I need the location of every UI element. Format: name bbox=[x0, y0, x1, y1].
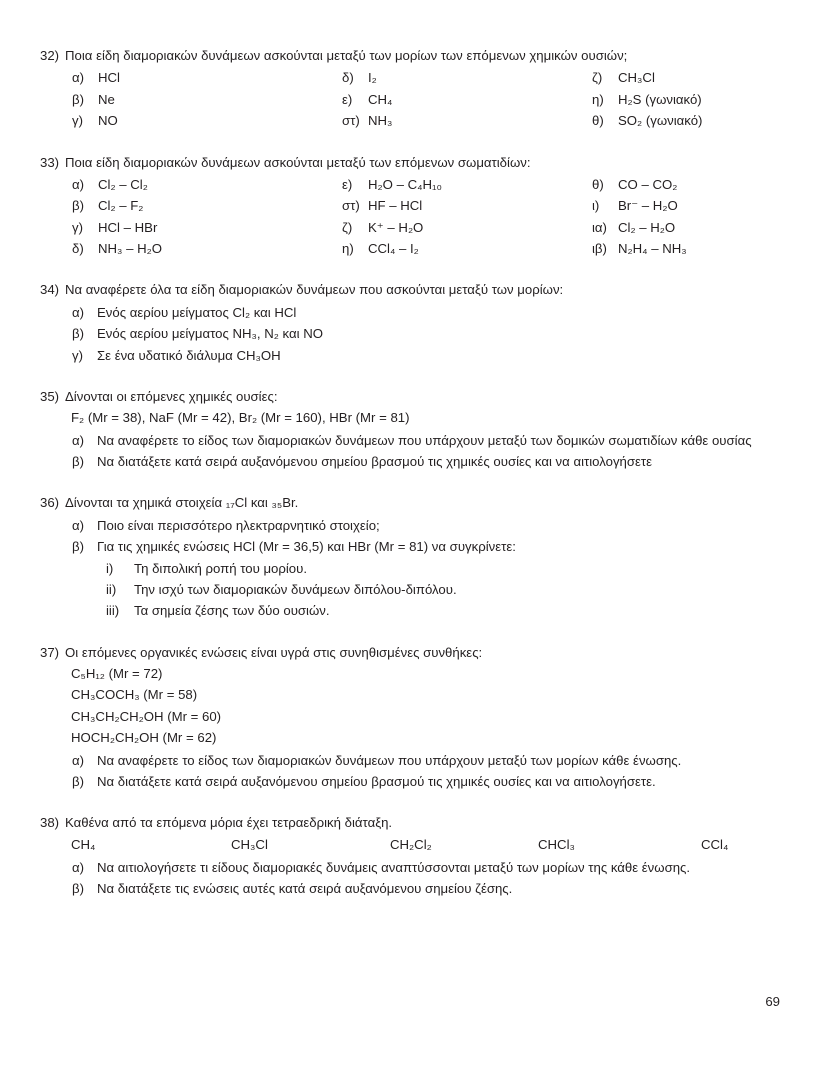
question-stem-37 bbox=[40, 642, 788, 663]
option-value: HCl bbox=[98, 70, 120, 86]
option-label: δ) bbox=[342, 70, 354, 86]
question-block-34 bbox=[40, 279, 788, 366]
list-item bbox=[40, 302, 788, 323]
option-value: NH₃ – H₂O bbox=[98, 241, 162, 256]
option-label: ε) bbox=[342, 91, 353, 107]
option-label: ζ) bbox=[342, 219, 353, 235]
item-label: α) bbox=[72, 304, 85, 320]
option-label: ε) bbox=[342, 176, 353, 192]
item-label: ii) bbox=[106, 581, 117, 597]
option-value: HF – HCl bbox=[368, 198, 423, 214]
question-stem-36 bbox=[40, 492, 788, 513]
roman-list-item bbox=[40, 579, 788, 600]
item-text: Να αναφέρετε το είδος των διαμοριακών δυνάμεων που υπάρχουν μεταξύ των δομικών σωματιδίων κάθε ουσίας bbox=[97, 432, 752, 448]
sub-list-35 bbox=[40, 430, 788, 473]
item-text: Να διατάξετε τις ενώσεις αυτές κατά σειρά αυξανόμενου σημείου ζέσης. bbox=[97, 881, 513, 896]
list-item bbox=[40, 878, 788, 899]
option-cell bbox=[40, 217, 310, 238]
option-cell bbox=[310, 174, 560, 195]
option-label: α) bbox=[72, 70, 85, 86]
item-label: β) bbox=[72, 539, 84, 555]
option-value: HCl – HBr bbox=[98, 219, 158, 235]
option-cell bbox=[40, 174, 310, 195]
item-text: Να διατάξετε κατά σειρά αυξανόμενου σημείου βρασμού τις χημικές ουσίες και να αιτιολογήσετε bbox=[97, 454, 652, 469]
item-label: β) bbox=[72, 326, 84, 342]
question-text-35: Δίνονται οι επόμενες χημικές ουσίες: bbox=[65, 388, 278, 404]
option-row bbox=[40, 174, 788, 195]
question-text-38: Καθένα από τα επόμενα μόρια έχει τετραεδρική διάταξη. bbox=[65, 815, 393, 831]
option-cell bbox=[560, 89, 788, 110]
option-cell bbox=[40, 89, 310, 110]
option-label: β) bbox=[72, 91, 84, 107]
option-label: β) bbox=[72, 198, 84, 214]
roman-list-item bbox=[40, 600, 788, 621]
formula-line: HOCH₂CH₂OH (Mr = 62) bbox=[71, 730, 217, 746]
question-number-34: 34) bbox=[40, 282, 60, 298]
option-grid-33 bbox=[40, 174, 788, 260]
item-label: α) bbox=[72, 752, 85, 768]
question-stem-34 bbox=[40, 279, 788, 300]
item-label: β) bbox=[72, 773, 84, 789]
item-label: γ) bbox=[72, 347, 83, 363]
formula-item: CH₄ bbox=[71, 836, 96, 852]
option-label: γ) bbox=[72, 113, 83, 129]
option-row bbox=[40, 89, 788, 110]
option-value: N₂H₄ – NH₃ bbox=[618, 241, 687, 256]
option-grid-32 bbox=[40, 67, 788, 131]
option-label: θ) bbox=[592, 176, 604, 192]
item-label: α) bbox=[72, 517, 85, 533]
option-cell bbox=[310, 67, 560, 88]
formula-item: CHCl₃ bbox=[538, 836, 575, 852]
item-text: Τα σημεία ζέσης των δύο ουσιών. bbox=[134, 603, 330, 619]
formula-item: CCl₄ bbox=[701, 836, 729, 852]
question-number-37: 37) bbox=[40, 644, 60, 660]
sub-list-37 bbox=[40, 750, 788, 793]
item-text: Την ισχύ των διαμοριακών δυνάμεων διπόλου-διπόλου. bbox=[134, 581, 457, 597]
item-text: Ποιο είναι περισσότερο ηλεκτραρνητικό στοιχείο; bbox=[97, 517, 380, 533]
item-text: Για τις χημικές ενώσεις HCl (Mr = 36,5) και HBr (Mr = 81) να συγκρίνετε: bbox=[97, 539, 516, 555]
option-cell bbox=[310, 110, 560, 131]
option-label: ζ) bbox=[592, 70, 603, 86]
option-value: Cl₂ – F₂ bbox=[98, 198, 144, 214]
question-block-37 bbox=[40, 642, 788, 793]
option-row bbox=[40, 238, 788, 259]
option-row bbox=[40, 217, 788, 238]
sub-list-38 bbox=[40, 857, 788, 900]
option-value: CH₃Cl bbox=[618, 70, 655, 86]
option-cell bbox=[560, 195, 788, 216]
question-text-37: Οι επόμενες οργανικές ενώσεις είναι υγρά στις συνηθισμένες συνθήκες: bbox=[65, 644, 483, 660]
option-label: δ) bbox=[72, 241, 84, 256]
option-cell bbox=[560, 110, 788, 131]
option-cell bbox=[40, 238, 310, 259]
option-value: Br⁻ – H₂O bbox=[618, 198, 678, 214]
option-cell bbox=[310, 238, 560, 259]
item-text: Ενός αερίου μείγματος NH₃, N₂ και NO bbox=[97, 326, 323, 342]
list-item bbox=[40, 430, 788, 451]
formula-line: C₅H₁₂ (Mr = 72) bbox=[71, 666, 163, 681]
option-label: θ) bbox=[592, 113, 604, 129]
question-block-32 bbox=[40, 45, 788, 132]
option-value: CCl₄ – I₂ bbox=[368, 241, 419, 256]
list-item bbox=[40, 771, 788, 792]
question-stem-35 bbox=[40, 386, 788, 407]
option-cell bbox=[560, 217, 788, 238]
question-text-34: Να αναφέρετε όλα τα είδη διαμοριακών δυνάμεων που ασκούνται μεταξύ των μορίων: bbox=[65, 282, 564, 298]
option-label: α) bbox=[72, 176, 85, 192]
option-value: SO₂ (γωνιακό) bbox=[618, 113, 703, 129]
question-stem-38 bbox=[40, 812, 788, 833]
option-value: I₂ bbox=[368, 70, 377, 86]
item-label: β) bbox=[72, 454, 84, 469]
item-text: Τη διπολική ροπή του μορίου. bbox=[134, 560, 308, 576]
option-cell bbox=[560, 174, 788, 195]
item-text: Να αναφέρετε το είδος των διαμοριακών δυνάμεων που υπάρχουν μεταξύ των μορίων κάθε ένωσης. bbox=[97, 752, 682, 768]
option-cell bbox=[310, 89, 560, 110]
option-row bbox=[40, 67, 788, 88]
item-label: α) bbox=[72, 859, 85, 875]
option-cell bbox=[310, 217, 560, 238]
option-value: K⁺ – H₂O bbox=[368, 219, 424, 235]
question-number-32: 32) bbox=[40, 48, 60, 63]
formula-line: CH₃COCH₃ (Mr = 58) bbox=[71, 687, 198, 703]
option-label: ια) bbox=[592, 219, 607, 235]
item-text: Ενός αερίου μείγματος Cl₂ και HCl bbox=[97, 304, 297, 320]
question-stem-33 bbox=[40, 152, 788, 173]
item-text: Να διατάξετε κατά σειρά αυξανόμενου σημείου βρασμού τις χημικές ουσίες και να αιτιολογήσετε. bbox=[97, 773, 656, 789]
question-number-38: 38) bbox=[40, 815, 60, 831]
question-text-36: Δίνονται τα χημικά στοιχεία ₁₇Cl και ₃₅Br. bbox=[65, 495, 299, 511]
list-item bbox=[40, 857, 788, 878]
list-item bbox=[40, 515, 788, 536]
item-label: i) bbox=[106, 560, 114, 576]
question-number-36: 36) bbox=[40, 495, 60, 511]
question-block-33 bbox=[40, 152, 788, 260]
option-value: NO bbox=[98, 113, 118, 129]
question-stem-32 bbox=[40, 45, 788, 66]
option-label: γ) bbox=[72, 219, 83, 235]
sub-list-34 bbox=[40, 302, 788, 366]
option-label: ι) bbox=[592, 198, 600, 214]
question-block-35 bbox=[40, 386, 788, 473]
option-value: NH₃ bbox=[368, 113, 393, 129]
question-number-33: 33) bbox=[40, 154, 60, 170]
item-text: Σε ένα υδατικό διάλυμα CH₃OH bbox=[97, 347, 281, 363]
item-text: Να αιτιολογήσετε τι είδους διαμοριακές δυνάμεις αναπτύσσονται μεταξύ των μορίων της κάθε ένωσης. bbox=[97, 859, 691, 875]
option-value: H₂S (γωνιακό) bbox=[618, 91, 702, 107]
option-label: η) bbox=[342, 241, 354, 256]
formula-item: CH₃Cl bbox=[231, 836, 268, 852]
list-item bbox=[40, 536, 788, 557]
option-value: Ne bbox=[98, 91, 115, 107]
list-item bbox=[40, 451, 788, 472]
question-block-36 bbox=[40, 492, 788, 621]
sub-list-36 bbox=[40, 515, 788, 622]
page-number: 69 bbox=[765, 994, 780, 1009]
option-cell bbox=[560, 67, 788, 88]
option-label: η) bbox=[592, 91, 604, 107]
option-cell bbox=[40, 67, 310, 88]
option-cell bbox=[40, 110, 310, 131]
option-row bbox=[40, 110, 788, 131]
formula-item: CH₂Cl₂ bbox=[390, 836, 432, 852]
option-row bbox=[40, 195, 788, 216]
item-label: α) bbox=[72, 432, 85, 448]
option-cell bbox=[40, 195, 310, 216]
option-value: H₂O – C₄H₁₀ bbox=[368, 176, 442, 192]
item-label: β) bbox=[72, 881, 84, 896]
option-value: Cl₂ – H₂O bbox=[618, 219, 676, 235]
formula-line: F₂ (Mr = 38), NaF (Mr = 42), Br₂ (Mr = 160), HBr (Mr = 81) bbox=[71, 410, 410, 426]
option-label: ιβ) bbox=[592, 241, 607, 256]
option-cell bbox=[310, 195, 560, 216]
list-item bbox=[40, 323, 788, 344]
option-label: στ) bbox=[342, 113, 360, 129]
question-text-32: Ποια είδη διαμοριακών δυνάμεων ασκούνται μεταξύ των μορίων των επόμενων χημικών ουσιών; bbox=[65, 48, 628, 63]
formula-row-38 bbox=[40, 834, 788, 856]
option-cell bbox=[560, 238, 788, 259]
list-item bbox=[40, 345, 788, 366]
roman-list-item bbox=[40, 558, 788, 579]
option-label: στ) bbox=[342, 198, 360, 214]
option-value: CH₄ bbox=[368, 91, 393, 107]
question-number-35: 35) bbox=[40, 388, 60, 404]
option-value: Cl₂ – Cl₂ bbox=[98, 176, 148, 192]
question-block-38 bbox=[40, 812, 788, 899]
list-item bbox=[40, 750, 788, 771]
item-label: iii) bbox=[106, 603, 120, 619]
question-text-33: Ποια είδη διαμοριακών δυνάμεων ασκούνται μεταξύ των επόμενων σωματιδίων: bbox=[65, 154, 531, 170]
option-value: CO – CO₂ bbox=[618, 176, 678, 192]
formula-line: CH₃CH₂CH₂OH (Mr = 60) bbox=[71, 708, 222, 724]
